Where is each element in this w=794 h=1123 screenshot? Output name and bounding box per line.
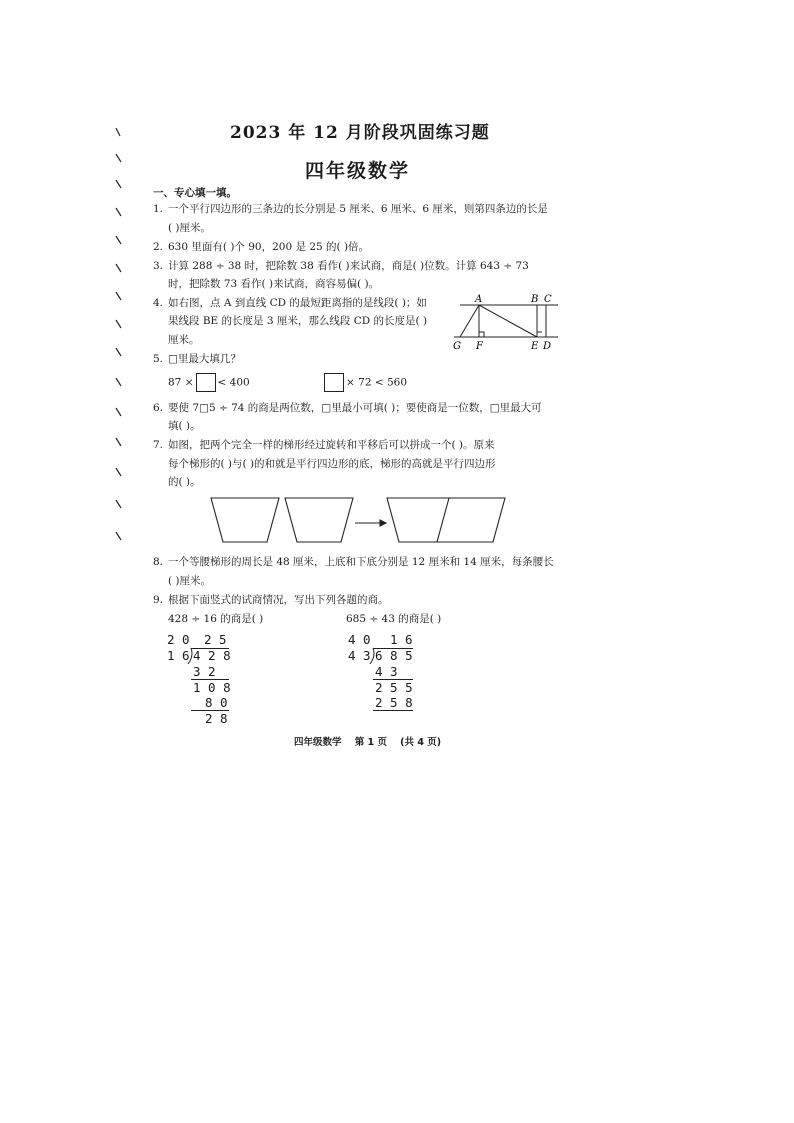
q1-number: 1. <box>153 203 164 215</box>
page-footer: 四年级数学 第 1 页 (共 4 页) <box>294 737 442 748</box>
div1-step2: 1 0 8 <box>193 680 231 695</box>
q4-number: 4. <box>153 297 164 309</box>
q4-line2: 果线段 BE 的长度是 3 厘米，那么线段 CD 的长度是( ) <box>168 315 428 327</box>
q1-line2: ( )厘米。 <box>168 222 212 234</box>
binding-marks <box>112 128 132 548</box>
q7-trapezoid-figure <box>205 490 550 548</box>
q5-number: 5. <box>153 353 164 365</box>
div2-rule2 <box>373 710 413 711</box>
q7-line3: 的( )。 <box>168 476 201 488</box>
point-label-c: C <box>544 294 552 305</box>
div1-step3: 8 0 <box>205 695 228 710</box>
q9-line1: 根据下面竖式的试商情况，写出下列各题的商。 <box>168 594 389 606</box>
div2-step2: 2 5 5 <box>375 680 413 695</box>
q3-line2: 时，把除数 73 看作( )来试商，商容易偏( )。 <box>168 278 380 290</box>
q7-line1: 如图，把两个完全一样的梯形经过旋转和平移后可以拼成一个( )。原来 <box>168 439 495 451</box>
page-title: 2023 年 12 月阶段巩固练习题 <box>230 123 490 143</box>
q9-a-label: 428 ÷ 16 的商是( ) <box>168 613 264 625</box>
div1-remainder: 2 8 <box>205 711 228 726</box>
div2-trial-quotient: 4 0 <box>348 632 371 647</box>
parallelogram-split <box>437 498 449 542</box>
point-label-e: E <box>531 341 539 352</box>
q3-number: 3. <box>153 260 164 272</box>
q6-line1: 要使 7□5 ÷ 74 的商是两位数，□里最小可填( )；要使商是一位数，□里最大可 <box>168 402 542 414</box>
q6-number: 6. <box>153 402 164 414</box>
div1-step1: 3 2 <box>193 664 216 679</box>
q7-number: 7. <box>153 439 164 451</box>
q2-line1: 630 里面有( )个 90，200 是 25 的( )倍。 <box>168 241 370 253</box>
arrow-head <box>380 520 386 526</box>
q8-line2: ( )厘米。 <box>168 575 212 587</box>
q5-a-left: 87 × <box>168 376 194 389</box>
div1-dividend: 4 2 8 <box>193 648 231 663</box>
q5-line1: □里最大填几？ <box>168 353 241 365</box>
point-label-a: A <box>475 294 483 305</box>
div2-step1: 4 3 <box>375 664 398 679</box>
q5-a-answer-box[interactable] <box>196 373 216 392</box>
div2-step3: 2 5 8 <box>375 695 413 710</box>
q8-line1: 一个等腰梯形的周长是 48 厘米，上底和下底分别是 12 厘米和 14 厘米，每条腰长 <box>168 556 554 568</box>
parallelogram <box>387 498 505 542</box>
q7-line2: 每个梯形的( )与( )的和就是平行四边形的底，梯形的高就是平行四边形 <box>168 458 496 470</box>
q9-number: 9. <box>153 594 164 606</box>
q5-b-answer-box[interactable] <box>324 373 344 392</box>
q5-b-right: × 72 < 560 <box>346 376 408 389</box>
div2-quotient: 1 6 <box>390 632 413 647</box>
div1-quotient: 2 5 <box>204 632 227 647</box>
q5-b <box>322 373 407 392</box>
point-label-d: D <box>543 341 552 352</box>
div1-trial-quotient: 2 0 <box>167 632 190 647</box>
trapezoid-1 <box>211 498 279 542</box>
q4-line3: 厘米。 <box>168 334 200 346</box>
q1-line1: 一个平行四边形的三条边的长分别是 5 厘米、6 厘米、6 厘米，则第四条边的长是 <box>168 203 548 215</box>
trapezoid-2 <box>285 498 353 542</box>
page-subtitle: 四年级数学 <box>305 160 411 182</box>
q3-line1: 计算 288 ÷ 38 时，把除数 38 看作( )来试商，商是( )位数。计算 643 ÷ 73 <box>168 260 529 272</box>
point-label-g: G <box>453 341 461 352</box>
q2-number: 2. <box>153 241 164 253</box>
section-heading: 一、专心填一填。 <box>153 187 237 199</box>
q4-geometry-figure <box>450 292 565 352</box>
point-label-f: F <box>476 341 483 352</box>
q4-line1: 如右图，点 A 到直线 CD 的最短距离指的是线段( )；如 <box>168 297 427 309</box>
q8-number: 8. <box>153 556 164 568</box>
q5-a-right: < 400 <box>217 376 250 389</box>
point-label-b: B <box>531 294 539 305</box>
div2-dividend: 6 8 5 <box>375 648 413 663</box>
div1-divisor: 1 6 <box>167 648 190 663</box>
q5-a <box>168 373 250 392</box>
div2-divisor: 4 3 <box>348 648 371 663</box>
q6-line2: 填( )。 <box>168 420 201 432</box>
q9-b-label: 685 ÷ 43 的商是( ) <box>346 613 442 625</box>
